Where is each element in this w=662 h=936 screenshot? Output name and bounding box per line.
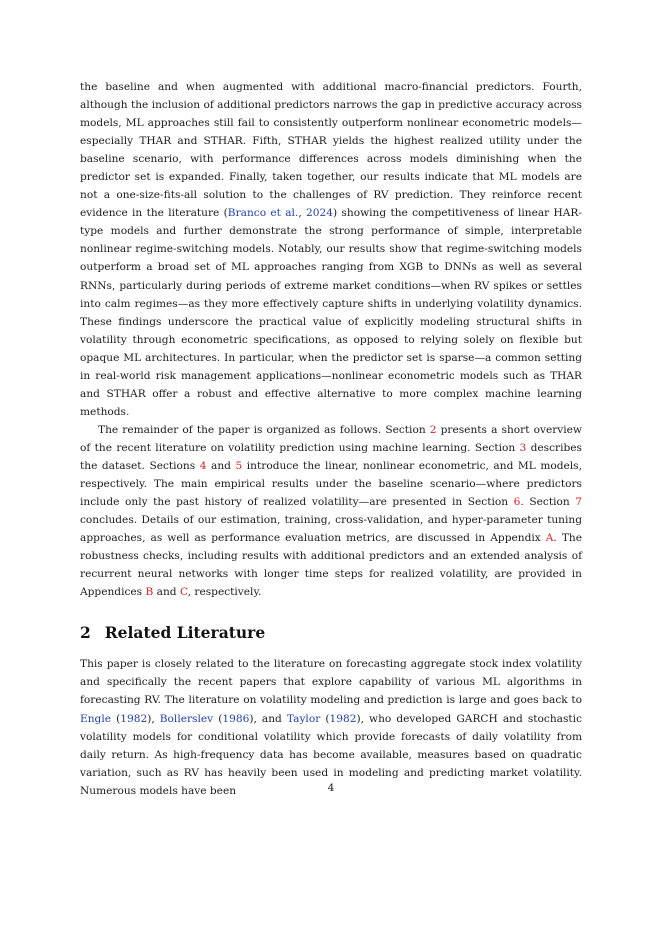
section-title: Related Literature bbox=[104, 623, 266, 643]
section-link-2[interactable]: 2 bbox=[429, 423, 437, 436]
text-run: presents a short overview of the recent literature on volatility prediction using machine learning. Section bbox=[80, 423, 582, 454]
citation-bollerslev[interactable]: Bollerslev bbox=[159, 712, 214, 725]
text-run: and bbox=[153, 586, 180, 599]
text-run: introduce the linear, nonlinear econometric, and ML models, respectively. The main empirical results under the baseline scenario—where predictors include only the past history of realized volatility—are presented in Section bbox=[80, 459, 582, 509]
text-run: and bbox=[206, 459, 236, 472]
text-run: ), and bbox=[249, 712, 287, 725]
text-run: ), who developed GARCH and stochastic volatility models for conditional volatility which provide forecasts of daily volatility from daily return. As high-frequency data has become available, measures based on quadratic variation, such as RV has heavily been used in modeling and predicting market volatility. Numerous models have been bbox=[80, 712, 582, 797]
text-run: This paper is closely related to the literature on forecasting aggregate stock index volatility and specifically the recent papers that explore capability of various ML algorithms in forecasting RV. The literature on volatility modeling and prediction is large and goes back to bbox=[80, 658, 582, 707]
section-number: 2 bbox=[80, 623, 91, 643]
section-link-6[interactable]: 6 bbox=[513, 496, 521, 509]
appendix-link-b[interactable]: B bbox=[145, 586, 154, 599]
citation-engle-year[interactable]: 1982 bbox=[120, 712, 148, 725]
text-run: The remainder of the paper is organized as follows. Section bbox=[98, 423, 430, 436]
text-run: describes the dataset. Sections bbox=[80, 441, 582, 472]
text-run: ), bbox=[147, 712, 160, 725]
text-run: ( bbox=[111, 712, 121, 725]
section-link-3[interactable]: 3 bbox=[519, 441, 527, 454]
text-run: . Section bbox=[520, 496, 576, 509]
text-run: the baseline and when augmented with additional macro-financial predictors. Fourth, although the inclusion of additional predictors narrows the gap in predictive accuracy across models, ML approaches still fail to consistently outperform nonlinear econometric models—especially THAR and STHAR. Fifth, STHAR yields the highest realized utility under the baseline scenario, with performance differences across models diminishing when the predictor set is expanded. Finally, taken together, our results indicate that ML models are not a one-size-fits-all solution to the challenges of RV prediction. They reinforce recent evidence in the literature ( bbox=[80, 81, 582, 220]
text-run: ( bbox=[320, 712, 330, 725]
section-link-4[interactable]: 4 bbox=[199, 459, 207, 472]
citation-branco-et-al-year[interactable]: 2024 bbox=[306, 207, 333, 220]
citation-taylor[interactable]: Taylor bbox=[286, 712, 321, 725]
section-heading bbox=[80, 623, 582, 643]
text-run: . The robustness checks, including results with additional predictors and an extended analysis of recurrent neural networks with longer time steps for realized volatility, are provided in Appendices bbox=[80, 532, 582, 599]
section-link-7[interactable]: 7 bbox=[575, 496, 582, 509]
appendix-link-c[interactable]: C bbox=[179, 586, 188, 599]
text-run: concludes. Details of our estimation, training, cross-validation, and hyper-parameter tuning approaches, as well as performance evaluation metrics, are discussed in Appendix bbox=[80, 514, 582, 545]
citation-engle[interactable]: Engle bbox=[80, 712, 111, 725]
appendix-link-a[interactable]: A bbox=[545, 532, 554, 545]
page-number: 4 bbox=[327, 782, 335, 794]
section-link-5[interactable]: 5 bbox=[235, 459, 243, 472]
text-run: , bbox=[298, 207, 307, 220]
paragraph-paper-organization bbox=[80, 421, 582, 601]
paragraph-findings-summary bbox=[80, 78, 582, 421]
citation-branco-et-al[interactable]: Branco et al. bbox=[227, 207, 299, 220]
paragraph-related-literature bbox=[80, 655, 582, 799]
citation-bollerslev-year[interactable]: 1986 bbox=[222, 712, 250, 725]
text-run: , respectively. bbox=[187, 586, 262, 599]
text-run: ( bbox=[213, 712, 223, 725]
citation-taylor-year[interactable]: 1982 bbox=[329, 712, 357, 725]
paper-page bbox=[80, 78, 582, 800]
text-run: ) showing the competitiveness of linear HAR-type models and further demonstrate the strong performance of simple, interpretable nonlinear regime-switching models. Notably, our results show that regime-switching models outperform a broad set of ML approaches ranging from XGB to DNNs as well as several RNNs, particularly during periods of extreme market conditions—when RV spikes or settles into calm regimes—as they more effectively capture shifts in underlying volatility dynamics. These findings underscore the practical value of explicitly modeling structural shifts in volatility through econometric specifications, as opposed to relying solely on flexible but opaque ML architectures. In particular, when the predictor set is sparse—a common setting in real-world risk management applications—nonlinear econometric models such as THAR and STHAR offer a robust and effective alternative to more complex machine learning methods. bbox=[80, 207, 582, 418]
